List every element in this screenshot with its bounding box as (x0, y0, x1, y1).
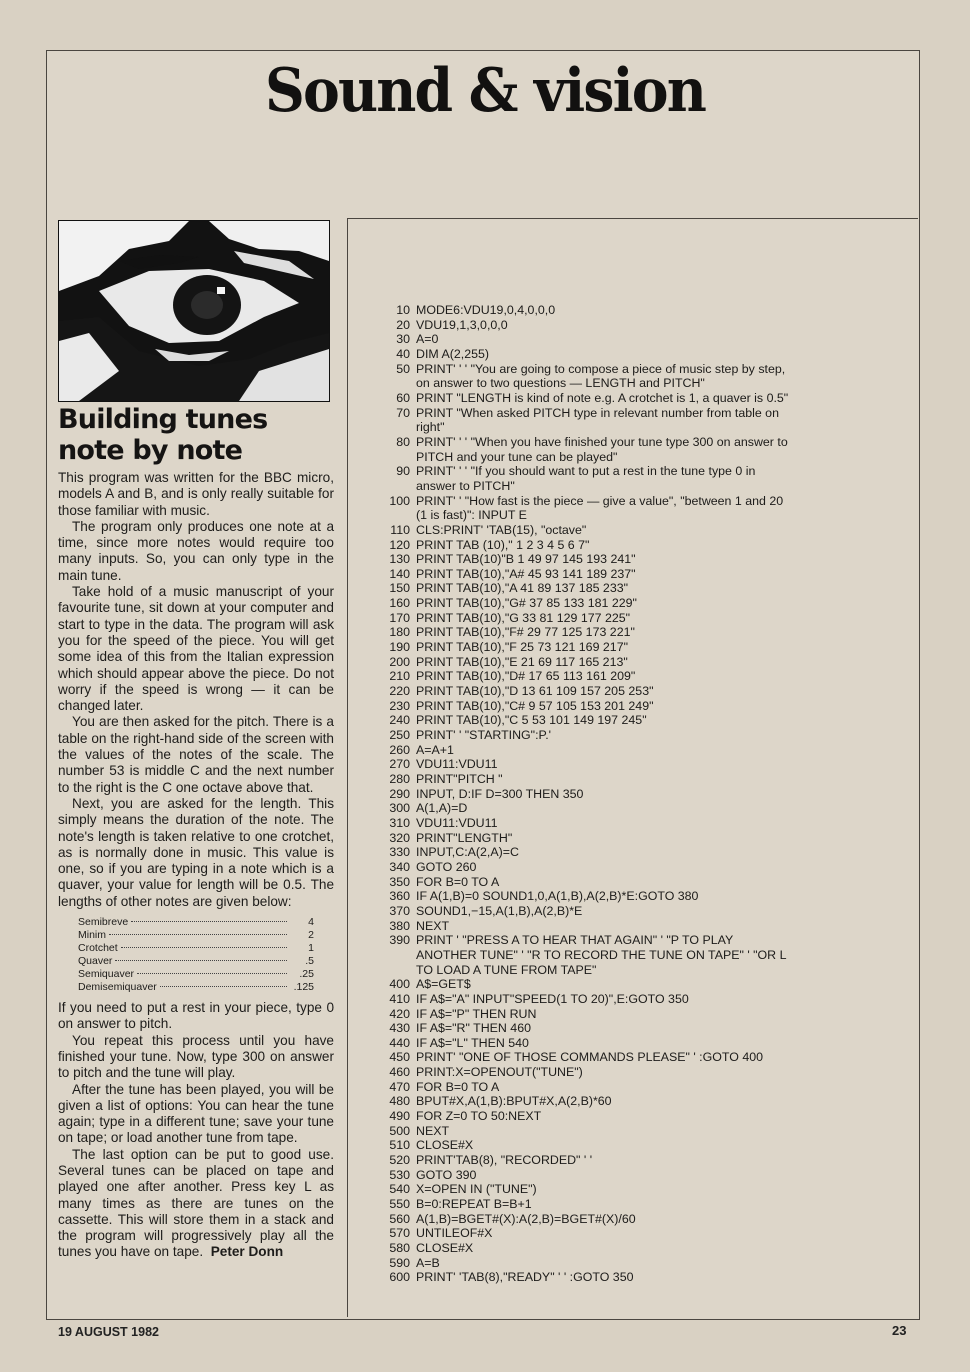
note-value: 4 (308, 916, 314, 929)
code-statement: INPUT,C:A(2,A)=C (416, 845, 519, 860)
line-number: 320 (389, 830, 410, 845)
line-number: 360 (389, 889, 410, 904)
code-statement: SOUND1,−15,A(1,B),A(2,B)*E (416, 903, 583, 918)
note-length-row (78, 916, 314, 929)
code-line (383, 1168, 793, 1183)
article-title-line-1: Building tunes (58, 404, 268, 435)
code-statement: DIM A(2,255) (416, 346, 489, 361)
code-line (383, 347, 793, 362)
code-statement: MODE6:VDU19,0,4,0,0,0 (416, 303, 556, 317)
line-number: 190 (389, 640, 410, 655)
headline: Sound & vision (264, 56, 706, 126)
note-value: .5 (305, 955, 314, 968)
article-title (58, 404, 338, 466)
line-number: 310 (389, 815, 410, 830)
code-statement: PRINT "When asked PITCH type in relevant number from table on right" (416, 405, 779, 435)
code-line (383, 494, 793, 523)
code-line (383, 875, 793, 890)
code-statement: PRINT TAB(10),"C 5 53 101 149 197 245" (416, 713, 647, 728)
line-number: 570 (389, 1226, 410, 1241)
code-line (383, 567, 793, 582)
note-length-row (78, 968, 314, 981)
code-line (383, 933, 793, 977)
line-number: 480 (389, 1094, 410, 1109)
line-number: 370 (389, 903, 410, 918)
code-statement: PRINT' "ONE OF THOSE COMMANDS PLEASE" ' :GOTO 400 (416, 1050, 763, 1065)
program-listing (383, 303, 793, 1285)
line-number: 70 (396, 405, 410, 420)
code-line (383, 919, 793, 934)
line-number: 490 (389, 1109, 410, 1124)
note-name: Semibreve (78, 916, 129, 929)
code-statement: VDU19,1,3,0,0,0 (416, 317, 508, 332)
line-number: 80 (396, 434, 410, 449)
code-statement: PRINT TAB (10)," 1 2 3 4 5 6 7" (416, 537, 590, 552)
line-number: 60 (396, 390, 410, 405)
code-line (383, 1270, 793, 1285)
line-number: 280 (389, 772, 410, 786)
note-value: .25 (299, 968, 314, 981)
code-line (383, 332, 793, 347)
paragraph: This program was written for the BBC micro, models A and B, and is only really suitable for those familiar with music. (58, 470, 334, 518)
code-statement: FOR B=0 TO A (416, 1079, 500, 1094)
code-line (383, 391, 793, 406)
line-number: 330 (389, 845, 410, 860)
line-number: 210 (389, 669, 410, 684)
code-statement: PRINT"LENGTH" (416, 830, 513, 845)
code-line (383, 992, 793, 1007)
paragraph: You are then asked for the pitch. There is a table on the right-hand side of the screen with the values of the notes of the scale. The number 53 is middle C and the next number to the right is the C one octave above that. (58, 714, 334, 795)
code-statement: INPUT, D:IF D=300 THEN 350 (416, 786, 584, 801)
code-statement: PRINT TAB(10),"F 25 73 121 169 217" (416, 640, 628, 655)
code-statement: IF A$="A" INPUT"SPEED(1 TO 20)",E:GOTO 350 (416, 991, 689, 1006)
paragraph: If you need to put a rest in your piece, type 0 on answer to pitch. (58, 1000, 334, 1032)
code-statement: BPUT#X,A(1,B):BPUT#X,A(2,B)*60 (416, 1094, 612, 1109)
code-statement: IF A$="R" THEN 460 (416, 1021, 531, 1036)
code-statement: CLOSE#X (416, 1241, 474, 1255)
line-number: 350 (389, 874, 410, 889)
code-line (383, 845, 793, 860)
code-statement: NEXT (416, 1123, 450, 1138)
line-number: 510 (389, 1138, 410, 1153)
line-number: 250 (389, 728, 410, 743)
code-line (383, 552, 793, 567)
code-statement: PRINT' ' "How fast is the piece — give a value", "between 1 and 20 (1 is fast)": INPUT E (416, 493, 784, 523)
dot-leader (160, 986, 287, 987)
code-statement: VDU11:VDU11 (416, 815, 498, 830)
code-statement: CLS:PRINT' 'TAB(15), "octave" (416, 522, 587, 537)
code-statement: A$=GET$ (416, 977, 471, 992)
code-line (383, 1212, 793, 1227)
line-number: 300 (389, 801, 410, 816)
line-number: 40 (396, 346, 410, 361)
code-statement: PRINT TAB(10),"D# 17 65 113 161 209" (416, 669, 636, 684)
code-line (383, 318, 793, 333)
line-number: 400 (389, 977, 410, 992)
code-statement: A(1,B)=BGET#(X):A(2,B)=BGET#(X)/60 (416, 1211, 636, 1226)
paragraph: The program only produces one note at a time, since more notes would require too many inputs. So, you can only type in the main tune. (58, 518, 334, 583)
code-statement: A=0 (416, 332, 439, 347)
code-statement: PRINT TAB(10),"E 21 69 117 165 213" (416, 654, 628, 669)
code-line (383, 713, 793, 728)
line-number: 410 (389, 991, 410, 1006)
code-line (383, 699, 793, 714)
paragraph (58, 1147, 334, 1261)
code-line (383, 596, 793, 611)
note-name: Minim (78, 929, 106, 942)
code-line (383, 625, 793, 640)
code-line (383, 435, 793, 464)
code-statement: PRINT "LENGTH is kind of note e.g. A crotchet is 1, a quaver is 0.5" (416, 390, 789, 405)
note-length-row (78, 955, 314, 968)
line-number: 230 (389, 698, 410, 713)
note-name: Crotchet (78, 942, 118, 955)
code-line (383, 1109, 793, 1124)
code-line (383, 1050, 793, 1065)
code-line (383, 669, 793, 684)
code-line (383, 904, 793, 919)
code-statement: PRINT:X=OPENOUT("TUNE") (416, 1065, 583, 1080)
code-line (383, 801, 793, 816)
line-number: 520 (389, 1153, 410, 1168)
line-number: 90 (396, 464, 410, 479)
code-line (383, 684, 793, 699)
code-statement: PRINT TAB(10),"C# 9 57 105 153 201 249" (416, 698, 654, 713)
note-length-table (78, 916, 314, 994)
line-number: 260 (389, 742, 410, 757)
code-line (383, 1094, 793, 1109)
dot-leader (131, 921, 287, 922)
code-line (383, 303, 793, 318)
line-number: 240 (389, 713, 410, 728)
code-line (383, 1021, 793, 1036)
code-line (383, 860, 793, 875)
note-length-row (78, 942, 314, 955)
line-number: 380 (389, 918, 410, 933)
line-number: 160 (389, 596, 410, 611)
line-number: 540 (389, 1182, 410, 1197)
code-statement: B=0:REPEAT B=B+1 (416, 1197, 532, 1212)
code-statement: IF A$="L" THEN 540 (416, 1035, 529, 1050)
code-line (383, 1124, 793, 1139)
line-number: 10 (396, 303, 410, 317)
code-statement: IF A(1,B)=0 SOUND1,0,A(1,B),A(2,B)*E:GOTO 380 (416, 889, 699, 904)
line-number: 440 (389, 1035, 410, 1050)
line-number: 290 (389, 786, 410, 801)
code-line (383, 655, 793, 670)
code-statement: PRINT TAB(10),"G 33 81 129 177 225" (416, 610, 631, 625)
line-number: 200 (389, 654, 410, 669)
code-line (383, 581, 793, 596)
code-statement: CLOSE#X (416, 1138, 474, 1153)
note-value: .125 (293, 981, 314, 994)
line-number: 500 (389, 1123, 410, 1138)
line-number: 530 (389, 1167, 410, 1182)
code-statement: NEXT (416, 918, 450, 933)
line-number: 460 (389, 1065, 410, 1080)
code-line (383, 538, 793, 553)
code-line (383, 464, 793, 493)
last-paragraph-text: The last option can be put to good use. Several tunes can be placed on tape and played one after another. Press key L as many times as there are tunes on the cassette. This will store them in a stack and the program will progressively play all the tunes you have on tape. (58, 1146, 334, 1260)
code-statement: PRINT"PITCH " (416, 772, 503, 786)
eye-illustration (58, 220, 330, 402)
line-number: 470 (389, 1079, 410, 1094)
code-statement: A=A+1 (416, 742, 454, 757)
code-line (383, 1036, 793, 1051)
code-statement: PRINT ' "PRESS A TO HEAR THAT AGAIN" ' "P TO PLAY ANOTHER TUNE" ' "R TO RECORD THE TUNE ON TAPE" ' "OR L TO LOAD A TUNE FROM TAPE" (416, 933, 787, 977)
code-line (383, 362, 793, 391)
line-number: 110 (390, 522, 410, 537)
code-line (383, 640, 793, 655)
code-statement: PRINT'TAB(8), "RECORDED" ' ' (416, 1153, 593, 1168)
note-length-row (78, 981, 314, 994)
code-statement: PRINT TAB(10),"F# 29 77 125 173 221" (416, 625, 635, 640)
line-number: 130 (389, 552, 410, 567)
line-number: 340 (389, 859, 410, 874)
line-number: 600 (389, 1270, 410, 1285)
line-number: 580 (389, 1241, 410, 1255)
paragraph: Next, you are asked for the length. This simply means the duration of the note. The note's length is taken relative to one crotchet, as is normally done in music. This value is one, so if you are typing in a note which is a quaver, your value for length will be 0.5. The lengths of other notes are given below: (58, 795, 334, 909)
code-statement: GOTO 390 (416, 1167, 477, 1182)
line-number: 220 (389, 684, 410, 699)
code-statement: FOR B=0 TO A (416, 874, 500, 889)
line-number: 550 (389, 1197, 410, 1212)
code-statement: PRINT' 'TAB(8),"READY" ' ' :GOTO 350 (416, 1270, 634, 1285)
code-statement: GOTO 260 (416, 859, 477, 874)
code-statement: PRINT' ' ' "You are going to compose a piece of music step by step, on answer to two questions — LENGTH and PITCH" (416, 361, 786, 391)
code-line (383, 1080, 793, 1095)
line-number: 270 (389, 757, 410, 772)
paragraph: After the tune has been played, you will be given a list of options: You can hear the tune again; type in a different tune; save your tune on tape; or load another tune from tape. (58, 1081, 334, 1146)
line-number: 450 (389, 1050, 410, 1065)
line-number: 50 (396, 361, 410, 376)
code-line (383, 1065, 793, 1080)
note-name: Quaver (78, 955, 113, 968)
line-number: 140 (389, 566, 410, 581)
code-statement: A=B (416, 1255, 440, 1270)
note-value: 2 (308, 929, 314, 942)
code-line (383, 1256, 793, 1271)
line-number: 20 (396, 317, 410, 332)
dot-leader (121, 947, 287, 948)
dot-leader (109, 934, 287, 935)
code-line (383, 787, 793, 802)
line-number: 560 (389, 1211, 410, 1226)
line-number: 430 (389, 1021, 410, 1036)
code-statement: A(1,A)=D (416, 801, 468, 816)
page-number: 23 (892, 1323, 907, 1338)
line-number: 120 (389, 537, 410, 552)
dot-leader (115, 960, 287, 961)
code-statement: PRINT TAB(10),"D 13 61 109 157 205 253" (416, 684, 654, 699)
line-number: 170 (389, 610, 410, 625)
line-number: 420 (389, 1006, 410, 1021)
code-statement: PRINT TAB(10),"A 41 89 137 185 233" (416, 581, 628, 596)
note-length-row (78, 929, 314, 942)
code-line (383, 406, 793, 435)
code-line (383, 977, 793, 992)
note-name: Semiquaver (78, 968, 135, 981)
code-statement: PRINT TAB(10),"A# 45 93 141 189 237" (416, 566, 636, 581)
code-line (383, 831, 793, 846)
code-line (383, 611, 793, 626)
issue-date: 19 AUGUST 1982 (58, 1325, 159, 1339)
code-statement: VDU11:VDU11 (416, 757, 498, 772)
code-statement: PRINT' ' ' "When you have finished your tune type 300 on answer to PITCH and your tune can be played" (416, 434, 788, 464)
code-statement: PRINT' ' "STARTING":P.' (416, 728, 552, 743)
code-statement: IF A$="P" THEN RUN (416, 1006, 537, 1021)
code-line (383, 1138, 793, 1153)
dot-leader (137, 973, 287, 974)
code-line (383, 757, 793, 772)
code-line (383, 1007, 793, 1022)
paragraph: Take hold of a music manuscript of your favourite tune, sit down at your computer and start to type in the data. The program will ask you for the speed of the piece. You will get some idea of this from the Italian expression which should appear above the piece. Do not worry if the speed is wrong — it can be changed later. (58, 584, 334, 714)
code-line (383, 772, 793, 787)
code-line (383, 743, 793, 758)
code-statement: PRINT' ' ' "If you should want to put a rest in the tune type 0 in answer to PITCH" (416, 464, 756, 493)
paragraph: You repeat this process until you have finished your tune. Now, type 300 on answer to pitch and the tune will play. (58, 1032, 334, 1081)
code-line (383, 1241, 793, 1256)
line-number: 590 (389, 1255, 410, 1270)
code-line (383, 816, 793, 831)
line-number: 180 (389, 625, 410, 640)
code-line (383, 1153, 793, 1168)
code-line (383, 523, 793, 538)
note-value: 1 (308, 942, 314, 955)
code-line (383, 728, 793, 743)
code-line (383, 1182, 793, 1197)
code-statement: UNTILEOF#X (416, 1226, 493, 1241)
code-line (383, 889, 793, 904)
code-line (383, 1226, 793, 1241)
code-statement: X=OPEN IN ("TUNE") (416, 1182, 537, 1197)
line-number: 30 (396, 332, 410, 347)
line-number: 100 (389, 493, 410, 508)
line-number: 150 (389, 581, 410, 596)
article-title-line-2: note by note (58, 435, 243, 466)
code-statement: PRINT TAB(10)"B 1 49 97 145 193 241" (416, 552, 636, 567)
code-line (383, 1197, 793, 1212)
code-statement: FOR Z=0 TO 50:NEXT (416, 1109, 542, 1124)
note-name: Demisemiquaver (78, 981, 157, 994)
line-number: 390 (389, 933, 410, 948)
article-body (58, 470, 334, 1261)
author-byline: Peter Donn (210, 1244, 284, 1260)
code-statement: PRINT TAB(10),"G# 37 85 133 181 229" (416, 596, 637, 611)
